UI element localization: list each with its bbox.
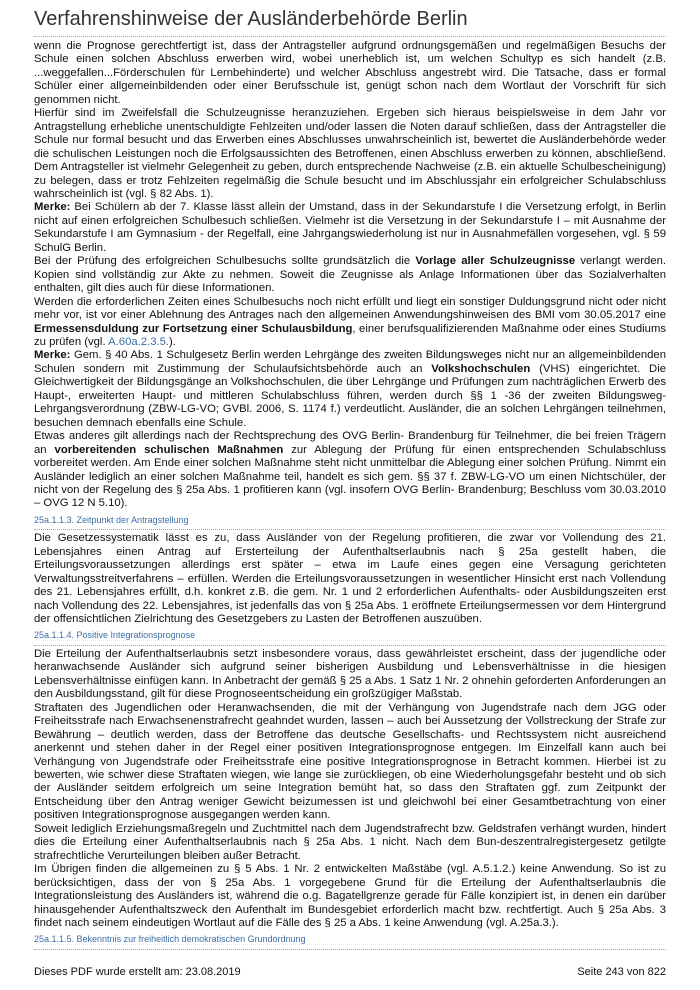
header-divider [34,36,666,37]
paragraph-text: Etwas anderes gilt allerdings nach der Rechtsprechung des OVG Berlin- Brandenburg für Teilnehmer, die bei freien Trägern an [34,430,666,456]
paragraph-text: zur Ablegung der Prüfung für einen entsprechenden Schulabschluss vorbereitet werden. Am Ende einer solchen Maßnahme steht nicht unmittelbar die Ablegung einer solchen Prüfung. Nimmt ein Ausländer lediglich an einer solchen Maßnahme teil, handelt es sich gem. §§ 37 f. ZBW-LG-VO um einen Nichtschüler, der nicht von der Regelung des § 25a Abs. 1 profitieren kann (vgl. insofern OVG Berlin- Brandenburg; Beschluss vom 30.03.2010 – OVG 12 N 5.10). [34,443,666,510]
paragraph: Im Übrigen finden die allgemeinen zu § 5 Abs. 1 Nr. 2 entwickelten Maßstäbe (vgl. A.5.1.2.) keine Anwendung. So ist zu berücksichtigen, dass der von § 25a Abs. 1 vorgegebene Grund für die Erteilung der Aufenthaltserlaubnis die Integrationsleistung des Ausländers ist, während die o.g. Bagatellgrenze gerade für Fälle konzipiert ist, in denen ein darüber hinausgehender Aufenthaltszweck den Aufenthalt im Bundesgebiet erforderlich macht bzw. rechtfertigt. Auch § 25a Abs. 3 findet nach seinem eindeutigen Wortlaut auf die Fälle des § 25 a Abs. 1 keine Anwendung (vgl. A.25a.3.). [34,863,666,929]
page-content [34,40,666,950]
emphasis: Ermessensduldung zur Fortsetzung einer Schulausbildung [34,322,353,335]
paragraph-text: Gem. § 40 Abs. 1 Schulgesetz Berlin werden Lehrgänge des zweiten Bildungsweges nicht nur an allgemeinbildenden Schulen sondern mit Zustimmung der Schulaufsichtsbehörde auch an [34,349,666,375]
paragraph-text: Bei Schülern ab der 7. Klasse lässt allein der Umstand, dass in der Sekundarstufe I die Versetzung erfolgt, in Berlin nicht auf einen erfolgreichen Schulbesuch schließen. Vielmehr ist die Versetzung in der Sekundarstufe I – mit Ausnahme der Sekundarstufe I am Gymnasium - der Regelfall, eine Jahrgangswiederholung ist nur in Ausnahmefällen vorgesehen, vgl. § 59 SchulG Berlin. [34,201,666,254]
created-date: Dieses PDF wurde erstellt am: 23.08.2019 [34,966,241,978]
document-title: Verfahrenshinweise der Ausländerbehörde Berlin [34,8,468,30]
paragraph: Die Gesetzessystematik lässt es zu, dass Ausländer von der Regelung profitieren, die zwar vor Vollendung des 21. Lebensjahres einen Antrag auf Ersterteilung der Aufenthaltserlaubnis nach § 25a gestellt haben, die Erteilungsvoraussetzungen allerdings erst später – etwa im Laufe eines gegen eine Versagung gerichteten Verwaltungsstreitverfahrens – erfüllen. Werden die Erteilungsvoraussetzungen in wesentlicher Hinsicht erst nach Vollendung des 21. Lebensjahres erfüllt, d.h. konkret z.B. die gem. Nr. 1 und 2 erforderlichen Aufenthalts- oder Ausbildungszeiten erst nach Vollendung des 22. Lebensjahres, ist jedenfalls das von § 25a Abs. 1 eröffnete Erteilungsermessen vor dem Hintergrund der offensichtlichen Zielrichtung des Gesetzgebers zu Lasten der Betroffenen auszuüben. [34,532,666,626]
paragraph-text: (VHS) eingerichtet. Die Gleichwertigkeit der Bildungsgänge an Volkshochschulen, die über Lehrgänge und Prüfungen zum nachträglichen Erwerb des Haupt-, erweiterten Haupt- und mittleren Schulabschluss führen, werden durch §§ 1 -36 der zweiten Bildungsweg- Lehrgangsverordnung (ZBW-LG-VO; GVBl. 2006, S. 1174 f.) verdeutlicht. Ausländer, die an solchen Lehrgängen teilnehmen, besuchen demnach ebenfalls eine Schule. [34,362,666,429]
paragraph [34,430,666,511]
paragraph-text: , einer berufsqualifizierenden Maßnahme oder eines Studiums zu prüfen (vgl. [34,322,666,348]
paragraph-text: verlangt werden. Kopien sind vollständig zur Akte zu nehmen. Soweit die Zeugnisse als Anlage Informationen über das Sozialverhalten enthalten, gilt dies auch für diese Informationen. [34,255,666,295]
paragraph-text: Bei der Prüfung des erfolgreichen Schulbesuchs sollte grundsätzlich die [34,255,416,268]
paragraph [34,255,666,295]
paragraph: Hierfür sind im Zweifelsfall die Schulzeugnisse heranzuziehen. Ergeben sich hieraus beispielsweise in dem Jahr vor Antragstellung erhebliche unentschuldigte Fehlzeiten und/oder lassen die Noten darauf schließen, dass der Antragsteller die Schule nur formal besucht und das Erwerben eines Abschlusses unwahrscheinlich ist, bewertet die Ausländerbehörde weder die schulischen Leistungen noch die Erfolgsaussichten des Betroffenen, einen Abschluss erwerben zu können, abschließend. Dem Antragsteller ist vielmehr Gelegenheit zu geben, durch entsprechende Nachweise (z.B. ein aktuelle Schulbescheinigung) zu belegen, dass er trotz Fehlzeiten regelmäßig die Schule besucht und im Abschlussjahr ein erfolgreicher Schulabschluss wahrscheinlich ist (vgl. § 82 Abs. 1). [34,107,666,200]
paragraph [34,296,666,350]
paragraph: Soweit lediglich Erziehungsmaßregeln und Zuchtmittel nach dem Jugendstrafrecht bzw. Geldstrafen verhängt wurden, hindert dies die Erteilung einer Aufenthaltserlaubnis nach § 25a Abs. 1 nicht. Nach dem Bun-deszentralregistergesetz getilgte strafrechtliche Verurteilungen bleiben außer Betracht. [34,822,666,862]
merke-label: Merke: [34,201,71,214]
paragraph [34,349,666,430]
paragraph-text: Werden die erforderlichen Zeiten eines Schulbesuchs noch nicht erfüllt und liegt ein sonstiger Duldungsgrund nicht oder nicht mehr vor, ist vor einer Ablehnung des Antrages nach den allgemeinen Anwendungshinweisen des BMI vom 30.05.2017 eine [34,295,666,322]
section-heading: 25a.1.1.4. Positive Integrationsprognose [34,629,666,645]
paragraph [34,201,666,255]
paragraph: wenn die Prognose gerechtfertigt ist, dass der Antragsteller aufgrund ordnungsgemäßen und regelmäßigen Besuchs der Schule einen solchen Abschluss erwerben wird, wobei unerheblich ist, um welchen Schultyp es sich handelt (z.B. ...weggefallen...Förderschulen für Lernbehinderte) und welcher Abschluss angestrebt wird. Die Tatsache, dass er formal Schüler einer allgemeinbildenden oder einer Berufsschule ist, genügt schon nach dem Wortlaut der Vorschrift für sich genommen nicht. [34,40,666,106]
cross-reference-link[interactable]: A.60a.2.3.5. [108,335,170,348]
page-footer [34,966,666,978]
emphasis: vorbereitenden schulischen Maßnahmen [54,443,284,456]
paragraph: Die Erteilung der Aufenthaltserlaubnis setzt insbesondere voraus, dass gewährleistet erscheint, dass der jugendliche oder heranwachsende Ausländer sich aufgrund seiner bisherigen Ausbildung und Lebensverhältnisse in die hiesigen Lebensverhältnisse einfügen kann. In Anbetracht der gemäß § 25 a Abs. 1 Satz 1 Nr. 2 ohnehin geforderten Anforderungen an den Ausbildungsstand, gilt für diese Prognoseentscheidung ein großzügiger Maßstab. [34,647,666,701]
paragraph: Straftaten des Jugendlichen oder Heranwachsenden, die mit der Verhängung von Jugendstrafe nach dem JGG oder Freiheitsstrafe nach Erwachsenenstrafrecht geahndet wurden, lassen – auch bei Aussetzung der Vollstreckung der Strafe zur Bewährung – deutlich werden, dass der Betroffene das deutsche Gesellschafts- und Rechtssystem nicht ausreichend anerkennt und stehen daher in der Regel einer positiven Integrationsprognose entgegen. Im Einzelfall kann auch bei Verhängung von Jugendstrafe oder Freiheitsstrafe eine positive Integrationsprognose in Betracht kommen. Hierbei ist zu bewerten, wie schwer diese Straftaten wiegen, wie lange sie zurückliegen, ob eine Wiederholungsgefahr besteht und ob sich der Ausländer seitdem erfolgreich um seine Integration bemüht hat, so dass den Straftaten ggf. zum Zeitpunkt der Entscheidung über den Antrag weniger Gewicht beizumessen ist und gleichwohl bei einer Gesamtbetrachtung von einer positiven Integrationsprognose ausgegangen werden kann. [34,701,666,822]
page-number: Seite 243 von 822 [577,966,666,978]
merke-label: Merke: [34,349,71,362]
emphasis: Volkshochschulen [431,362,531,375]
section-heading: 25a.1.1.3. Zeitpunkt der Antragstellung [34,514,666,530]
emphasis: Vorlage aller Schulzeugnisse [415,255,576,268]
section-heading: 25a.1.1.5. Bekenntnis zur freiheitlich demokratischen Grundordnung [34,933,666,949]
paragraph-text: ). [169,335,176,348]
